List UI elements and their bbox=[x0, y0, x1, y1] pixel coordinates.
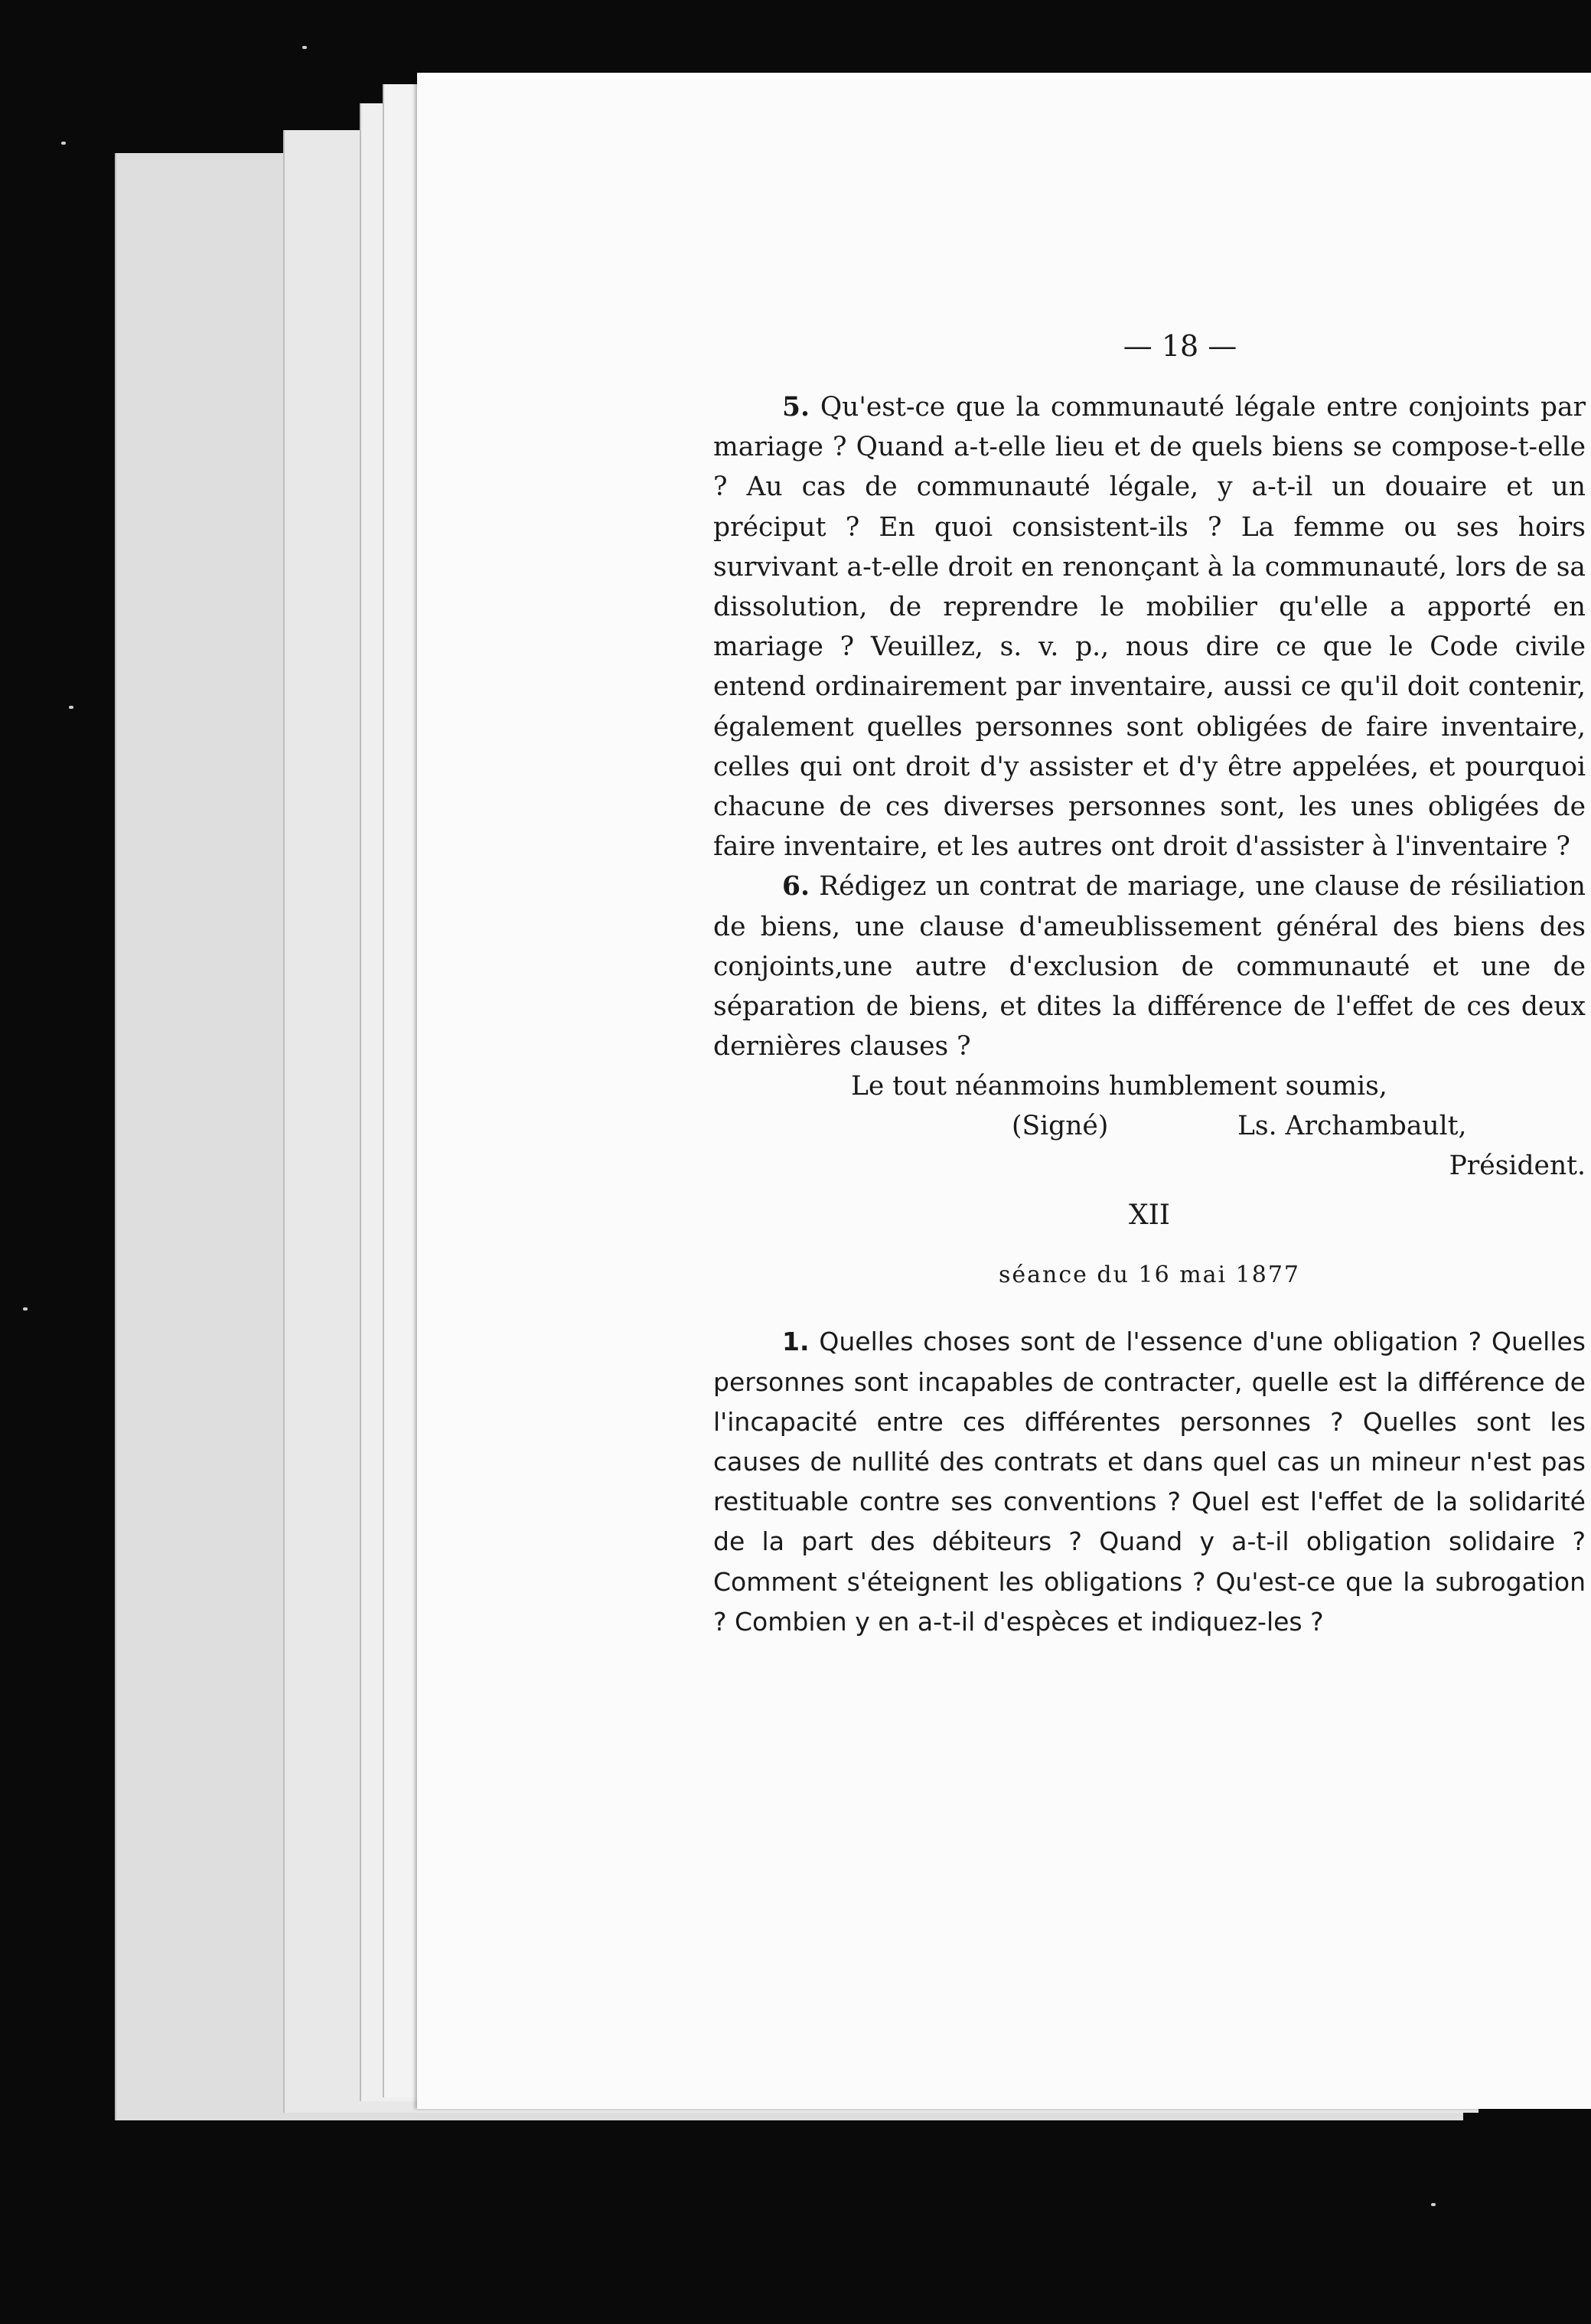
film-speck bbox=[69, 706, 73, 709]
question-paragraph bbox=[713, 867, 1586, 1066]
question-number: 5. bbox=[782, 392, 810, 423]
page-text bbox=[713, 329, 1586, 1642]
film-speck bbox=[23, 1307, 28, 1311]
signer-name: Ls. Archambault, bbox=[1237, 1111, 1467, 1142]
question-text: Quelles choses sont de l'essence d'une obligation ? Quelles personnes sont incapables de contracter, quelle est la différence de l'incapacité entre ces différentes personnes ? Quelles sont les causes de nullité des contrats et dans quel cas un mineur n'est pas restituable contre ses conventions ? Quel est l'effet de la solidarité de la part des débiteurs ? Quand y a-t-il obligation solidaire ? Comment s'éteignent les obligations ? Qu'est-ce que la subrogation ? Combien y en a-t-il d'espèces et indiquez-les ? bbox=[713, 1327, 1586, 1637]
signed-label: (Signé) bbox=[1012, 1111, 1109, 1142]
signature-row bbox=[713, 1106, 1586, 1146]
section-number: XII bbox=[1128, 1200, 1171, 1232]
question-text: Qu'est-ce que la communauté légale entre conjoints par mariage ? Quand a-t-elle lieu et de quels biens se compose-t-elle ? Au cas de communauté légale, y a-t-il un douaire et un préciput ? En quoi consistent-ils ? La femme ou ses hoirs survivant a-t-elle droit en renonçant à la communauté, lors de sa dissolution, de reprendre le mobilier qu'elle a apporté en mariage ? Veuillez, s. v. p., nous dire ce que le Code civile entend ordinairement par inventaire, aussi ce qu'il doit contenir, également quelles personnes sont obligées de faire inventaire, celles qui ont droit d'y assister et d'y être appelées, et pourquoi chacune de ces diverses personnes sont, les unes obligées de faire inventaire, et les autres ont droit d'assister à l'inventaire ? bbox=[713, 392, 1586, 863]
page-number: — 18 — bbox=[1123, 329, 1237, 363]
seance-heading: séance du 16 mai 1877 bbox=[998, 1262, 1301, 1289]
question-number: 1. bbox=[782, 1327, 810, 1357]
question-number: 6. bbox=[782, 871, 810, 903]
question-text: Rédigez un contrat de mariage, une clause de résiliation de biens, une clause d'ameublissement général des biens des conjoints,une autre d'exclusion de communauté et une de séparation de biens, et dites la différence de l'effet de ces deux dernières clauses ? bbox=[713, 871, 1586, 1062]
film-speck bbox=[61, 142, 66, 145]
film-speck bbox=[1431, 2203, 1436, 2206]
closing-line: Le tout néanmoins humblement soumis, bbox=[851, 1071, 1387, 1102]
question-paragraph bbox=[713, 1322, 1586, 1642]
film-speck bbox=[302, 46, 307, 49]
signer-role: Président. bbox=[1449, 1151, 1586, 1182]
question-paragraph bbox=[713, 387, 1586, 867]
